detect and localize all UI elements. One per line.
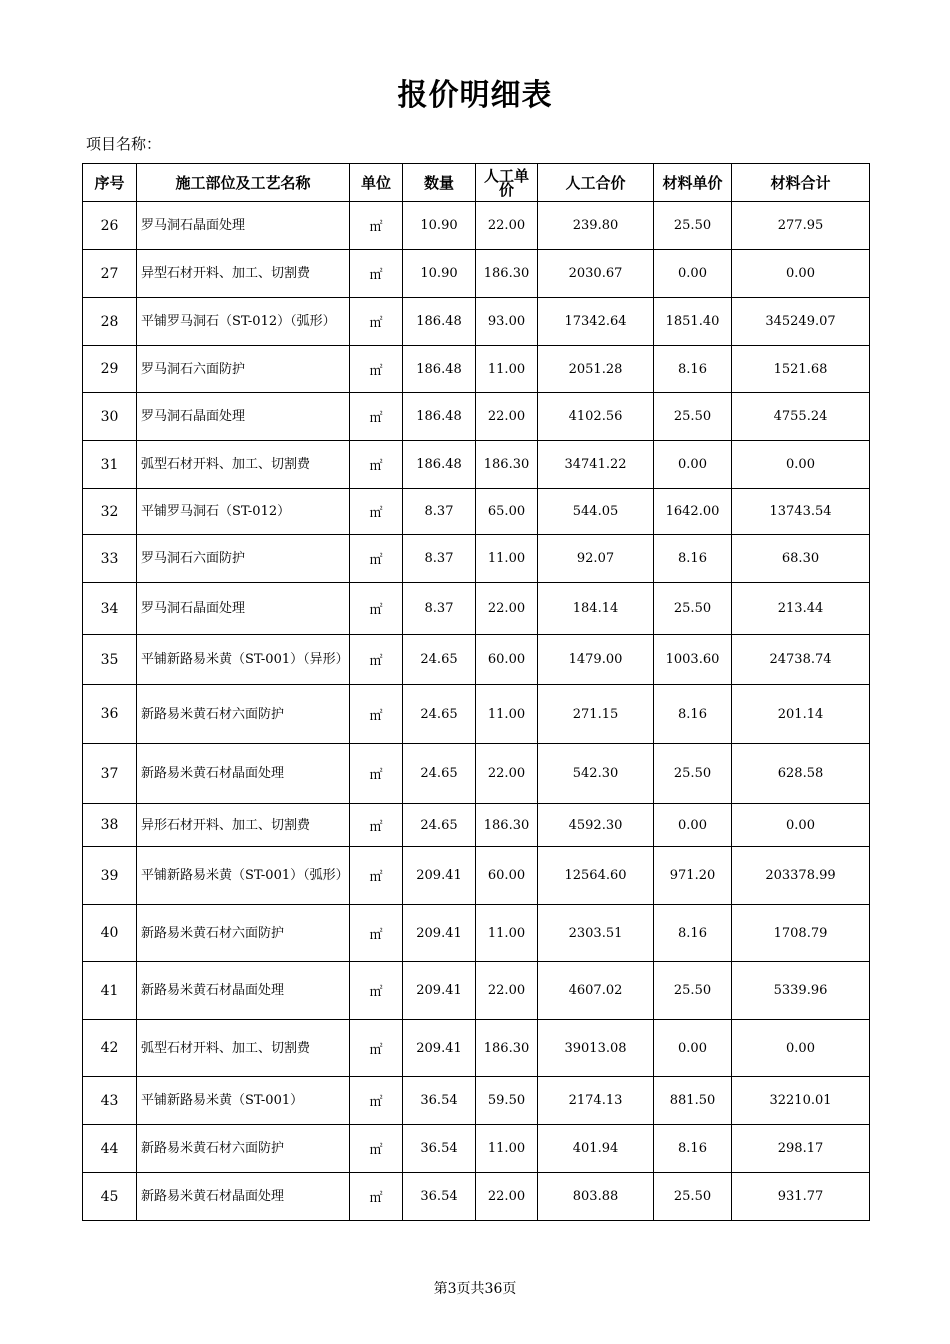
cell-unit: ㎡ — [350, 962, 403, 1020]
cell-material-price: 971.20 — [654, 847, 732, 905]
cell-labor-total: 542.30 — [538, 744, 654, 804]
cell-name: 新路易米黄石材六面防护 — [137, 685, 350, 744]
cell-qty: 186.48 — [403, 393, 476, 441]
quote-table — [82, 163, 870, 1221]
header-name: 施工部位及工艺名称 — [137, 164, 350, 202]
cell-labor-price: 11.00 — [476, 685, 538, 744]
cell-qty: 8.37 — [403, 489, 476, 535]
cell-unit: ㎡ — [350, 489, 403, 535]
cell-qty: 24.65 — [403, 804, 476, 847]
cell-labor-total: 12564.60 — [538, 847, 654, 905]
cell-name: 罗马洞石晶面处理 — [137, 202, 350, 250]
cell-unit: ㎡ — [350, 847, 403, 905]
cell-unit: ㎡ — [350, 393, 403, 441]
table-row — [83, 685, 870, 744]
cell-material-total: 0.00 — [732, 1020, 870, 1077]
cell-seq: 32 — [83, 489, 137, 535]
header-seq: 序号 — [83, 164, 137, 202]
cell-unit: ㎡ — [350, 1125, 403, 1173]
cell-name: 弧型石材开料、加工、切割费 — [137, 1020, 350, 1077]
cell-material-price: 8.16 — [654, 685, 732, 744]
cell-seq: 33 — [83, 535, 137, 583]
table-row — [83, 202, 870, 250]
cell-labor-total: 2303.51 — [538, 905, 654, 962]
cell-material-total: 0.00 — [732, 441, 870, 489]
cell-labor-price: 11.00 — [476, 535, 538, 583]
cell-labor-price: 60.00 — [476, 635, 538, 685]
cell-material-total: 201.14 — [732, 685, 870, 744]
cell-material-total: 13743.54 — [732, 489, 870, 535]
cell-material-price: 0.00 — [654, 804, 732, 847]
cell-seq: 39 — [83, 847, 137, 905]
cell-seq: 45 — [83, 1173, 137, 1221]
cell-name: 平铺新路易米黄（ST-001） — [137, 1077, 350, 1125]
cell-material-total: 203378.99 — [732, 847, 870, 905]
cell-unit: ㎡ — [350, 685, 403, 744]
cell-labor-total: 271.15 — [538, 685, 654, 744]
cell-seq: 34 — [83, 583, 137, 635]
table-row — [83, 583, 870, 635]
header-qty: 数量 — [403, 164, 476, 202]
cell-name: 平铺新路易米黄（ST-001）（弧形） — [137, 847, 350, 905]
cell-material-price: 25.50 — [654, 962, 732, 1020]
cell-material-price: 25.50 — [654, 1173, 732, 1221]
cell-material-total: 298.17 — [732, 1125, 870, 1173]
cell-material-price: 1851.40 — [654, 298, 732, 346]
cell-material-total: 1708.79 — [732, 905, 870, 962]
cell-material-price: 0.00 — [654, 1020, 732, 1077]
table-header-row — [83, 164, 870, 202]
cell-material-total: 345249.07 — [732, 298, 870, 346]
cell-qty: 24.65 — [403, 635, 476, 685]
cell-name: 弧型石材开料、加工、切割费 — [137, 441, 350, 489]
cell-material-total: 5339.96 — [732, 962, 870, 1020]
cell-labor-price: 22.00 — [476, 962, 538, 1020]
cell-material-price: 1003.60 — [654, 635, 732, 685]
cell-labor-total: 544.05 — [538, 489, 654, 535]
table-row — [83, 535, 870, 583]
cell-labor-total: 2051.28 — [538, 346, 654, 393]
cell-material-total: 213.44 — [732, 583, 870, 635]
cell-qty: 209.41 — [403, 905, 476, 962]
cell-qty: 36.54 — [403, 1125, 476, 1173]
table-row — [83, 346, 870, 393]
cell-qty: 36.54 — [403, 1173, 476, 1221]
cell-seq: 27 — [83, 250, 137, 298]
cell-labor-price: 59.50 — [476, 1077, 538, 1125]
cell-material-total: 628.58 — [732, 744, 870, 804]
cell-material-price: 8.16 — [654, 1125, 732, 1173]
cell-qty: 209.41 — [403, 847, 476, 905]
cell-name: 平铺新路易米黄（ST-001）（异形） — [137, 635, 350, 685]
cell-material-price: 25.50 — [654, 393, 732, 441]
cell-material-price: 8.16 — [654, 905, 732, 962]
cell-name: 平铺罗马洞石（ST-012）（弧形） — [137, 298, 350, 346]
cell-seq: 38 — [83, 804, 137, 847]
cell-labor-total: 239.80 — [538, 202, 654, 250]
header-labor-price: 人工单价 — [476, 164, 538, 202]
cell-labor-total: 401.94 — [538, 1125, 654, 1173]
table-row — [83, 804, 870, 847]
cell-labor-total: 1479.00 — [538, 635, 654, 685]
cell-material-total: 0.00 — [732, 804, 870, 847]
cell-material-total: 931.77 — [732, 1173, 870, 1221]
cell-qty: 10.90 — [403, 202, 476, 250]
cell-material-total: 24738.74 — [732, 635, 870, 685]
cell-seq: 41 — [83, 962, 137, 1020]
project-name-label: 项目名称： — [86, 135, 162, 153]
cell-name: 新路易米黄石材晶面处理 — [137, 744, 350, 804]
table-row — [83, 1077, 870, 1125]
cell-seq: 40 — [83, 905, 137, 962]
cell-labor-total: 4607.02 — [538, 962, 654, 1020]
cell-seq: 37 — [83, 744, 137, 804]
cell-labor-total: 92.07 — [538, 535, 654, 583]
cell-material-price: 8.16 — [654, 346, 732, 393]
cell-seq: 26 — [83, 202, 137, 250]
cell-material-total: 0.00 — [732, 250, 870, 298]
cell-labor-total: 184.14 — [538, 583, 654, 635]
cell-qty: 36.54 — [403, 1077, 476, 1125]
cell-name: 新路易米黄石材六面防护 — [137, 905, 350, 962]
header-material-price: 材料单价 — [654, 164, 732, 202]
cell-labor-total: 39013.08 — [538, 1020, 654, 1077]
cell-qty: 186.48 — [403, 298, 476, 346]
cell-qty: 10.90 — [403, 250, 476, 298]
cell-material-total: 4755.24 — [732, 393, 870, 441]
table-row — [83, 1173, 870, 1221]
cell-name: 新路易米黄石材晶面处理 — [137, 1173, 350, 1221]
cell-unit: ㎡ — [350, 535, 403, 583]
cell-material-total: 277.95 — [732, 202, 870, 250]
cell-material-total: 32210.01 — [732, 1077, 870, 1125]
cell-seq: 44 — [83, 1125, 137, 1173]
table-row — [83, 905, 870, 962]
table-row — [83, 1020, 870, 1077]
table-row — [83, 250, 870, 298]
cell-labor-total: 4102.56 — [538, 393, 654, 441]
cell-labor-total: 4592.30 — [538, 804, 654, 847]
cell-qty: 209.41 — [403, 1020, 476, 1077]
table-row — [83, 1125, 870, 1173]
cell-labor-price: 11.00 — [476, 1125, 538, 1173]
cell-labor-total: 2030.67 — [538, 250, 654, 298]
table-row — [83, 635, 870, 685]
table-row — [83, 393, 870, 441]
cell-unit: ㎡ — [350, 905, 403, 962]
cell-unit: ㎡ — [350, 635, 403, 685]
cell-name: 罗马洞石六面防护 — [137, 346, 350, 393]
cell-unit: ㎡ — [350, 583, 403, 635]
cell-unit: ㎡ — [350, 744, 403, 804]
cell-qty: 186.48 — [403, 346, 476, 393]
cell-seq: 36 — [83, 685, 137, 744]
cell-unit: ㎡ — [350, 441, 403, 489]
cell-unit: ㎡ — [350, 202, 403, 250]
header-unit: 单位 — [350, 164, 403, 202]
header-material-total: 材料合计 — [732, 164, 870, 202]
cell-labor-total: 803.88 — [538, 1173, 654, 1221]
cell-labor-total: 2174.13 — [538, 1077, 654, 1125]
cell-material-price: 25.50 — [654, 202, 732, 250]
cell-seq: 31 — [83, 441, 137, 489]
cell-material-price: 25.50 — [654, 583, 732, 635]
cell-labor-price: 22.00 — [476, 583, 538, 635]
cell-qty: 8.37 — [403, 535, 476, 583]
page-footer: 第3页共36页 — [433, 1281, 517, 1297]
cell-labor-price: 186.30 — [476, 804, 538, 847]
cell-material-price: 881.50 — [654, 1077, 732, 1125]
cell-seq: 43 — [83, 1077, 137, 1125]
cell-qty: 186.48 — [403, 441, 476, 489]
table-row — [83, 962, 870, 1020]
cell-material-price: 1642.00 — [654, 489, 732, 535]
cell-unit: ㎡ — [350, 1173, 403, 1221]
header-labor-total: 人工合价 — [538, 164, 654, 202]
cell-seq: 28 — [83, 298, 137, 346]
cell-unit: ㎡ — [350, 298, 403, 346]
cell-labor-price: 65.00 — [476, 489, 538, 535]
cell-material-price: 25.50 — [654, 744, 732, 804]
cell-seq: 35 — [83, 635, 137, 685]
cell-name: 罗马洞石六面防护 — [137, 535, 350, 583]
cell-labor-total: 17342.64 — [538, 298, 654, 346]
cell-labor-price: 22.00 — [476, 393, 538, 441]
cell-unit: ㎡ — [350, 346, 403, 393]
cell-material-price: 0.00 — [654, 250, 732, 298]
table-row — [83, 489, 870, 535]
cell-labor-price: 11.00 — [476, 346, 538, 393]
cell-name: 平铺罗马洞石（ST-012） — [137, 489, 350, 535]
cell-qty: 24.65 — [403, 744, 476, 804]
cell-labor-price: 186.30 — [476, 441, 538, 489]
cell-seq: 29 — [83, 346, 137, 393]
table-row — [83, 441, 870, 489]
cell-seq: 42 — [83, 1020, 137, 1077]
cell-name: 新路易米黄石材晶面处理 — [137, 962, 350, 1020]
cell-name: 异形石材开料、加工、切割费 — [137, 804, 350, 847]
cell-labor-total: 34741.22 — [538, 441, 654, 489]
cell-labor-price: 186.30 — [476, 250, 538, 298]
cell-labor-price: 22.00 — [476, 1173, 538, 1221]
cell-material-total: 1521.68 — [732, 346, 870, 393]
cell-labor-price: 22.00 — [476, 744, 538, 804]
cell-unit: ㎡ — [350, 804, 403, 847]
cell-seq: 30 — [83, 393, 137, 441]
cell-labor-price: 93.00 — [476, 298, 538, 346]
cell-material-price: 0.00 — [654, 441, 732, 489]
cell-qty: 8.37 — [403, 583, 476, 635]
cell-name: 罗马洞石晶面处理 — [137, 583, 350, 635]
page-title: 报价明细表 — [397, 78, 553, 113]
cell-labor-price: 60.00 — [476, 847, 538, 905]
cell-material-price: 8.16 — [654, 535, 732, 583]
cell-qty: 209.41 — [403, 962, 476, 1020]
table-row — [83, 298, 870, 346]
cell-name: 罗马洞石晶面处理 — [137, 393, 350, 441]
cell-name: 异型石材开料、加工、切割费 — [137, 250, 350, 298]
cell-unit: ㎡ — [350, 250, 403, 298]
cell-labor-price: 186.30 — [476, 1020, 538, 1077]
table-row — [83, 847, 870, 905]
cell-name: 新路易米黄石材六面防护 — [137, 1125, 350, 1173]
cell-labor-price: 22.00 — [476, 202, 538, 250]
table-row — [83, 744, 870, 804]
cell-unit: ㎡ — [350, 1020, 403, 1077]
cell-qty: 24.65 — [403, 685, 476, 744]
cell-unit: ㎡ — [350, 1077, 403, 1125]
cell-material-total: 68.30 — [732, 535, 870, 583]
cell-labor-price: 11.00 — [476, 905, 538, 962]
